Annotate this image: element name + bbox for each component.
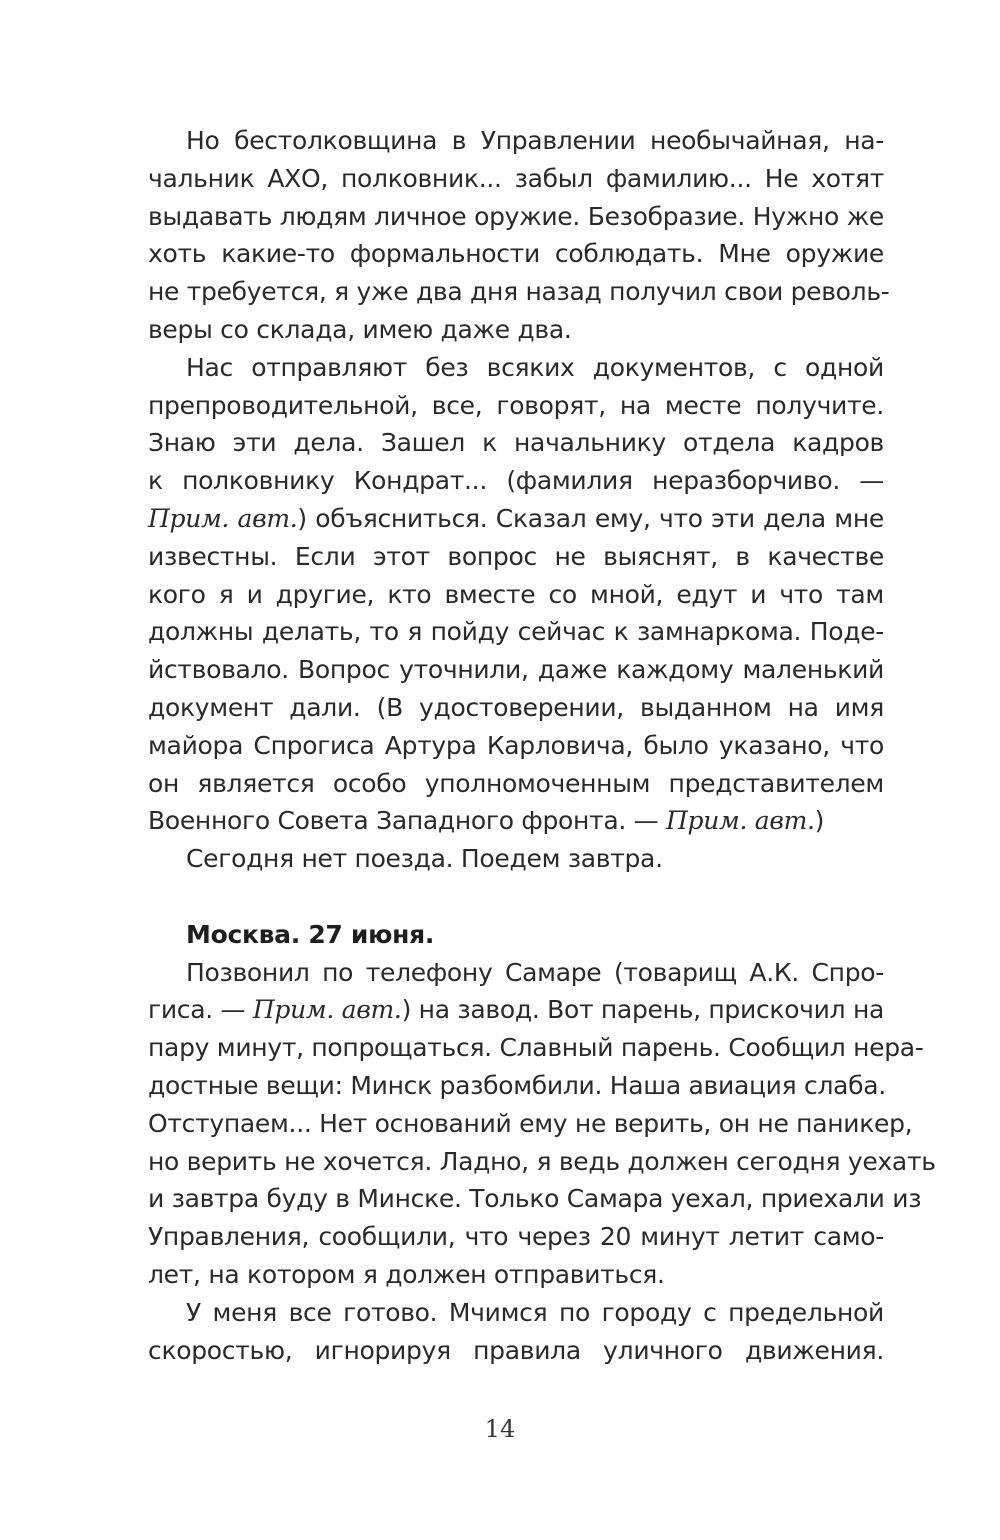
text-line: Но бестолковщина в Управлении необычайная, на- — [186, 126, 884, 155]
text-line: и завтра буду в Минске. Только Самара уехал, приехали из — [148, 1184, 922, 1214]
text-line: к полковнику Кондрат... (фамилия неразборчиво. — — [148, 466, 884, 496]
paragraph — [148, 1294, 884, 1370]
author-note: Прим. авт. — [252, 995, 402, 1025]
text-line: он является особо уполномоченным представителем — [148, 768, 884, 798]
text-line: Нас отправляют без всяких документов, с одной — [186, 352, 884, 382]
text-line: достные вещи: Минск разбомбили. Наша авиация слаба. — [148, 1070, 886, 1100]
text-line: Прим. авт.) объясниться. Сказал ему, что эти дела мне — [148, 503, 884, 533]
text-line: но верить не хочется. Ладно, я ведь должен сегодня уехать — [148, 1146, 936, 1176]
text-line: препроводительной, все, говорят, на месте получите. — [148, 390, 884, 420]
text-line: Военного Совета Западного фронта. — Прим. авт.) — [148, 806, 825, 836]
paragraph — [148, 954, 936, 1294]
text-line: известны. Если этот вопрос не выяснят, в качестве — [148, 541, 884, 571]
page-number: 14 — [484, 1415, 516, 1443]
text-line: лет, на котором я должен отправиться. — [148, 1259, 665, 1289]
text-line: кого я и другие, кто вместе со мной, едут и что там — [148, 579, 884, 609]
text-line: гиса. — Прим. авт.) на завод. Вот парень, прискочил на — [148, 995, 885, 1025]
text-line: У меня все готово. Мчимся по городу с предельной — [186, 1297, 884, 1327]
text-line: майора Спрогиса Артура Карловича, было указано, что — [148, 730, 884, 760]
text-line: выдавать людям личное оружие. Безобразие. Нужно же — [148, 201, 884, 231]
text-line: должны делать, то я пойду сейчас к замнаркома. Поде- — [148, 617, 884, 647]
text-line: Управления, сообщили, что через 20 минут летит само- — [148, 1222, 884, 1252]
text-line: скоростью, игнорируя правила уличного движения. — [148, 1335, 884, 1365]
text-line: документ дали. (В удостоверении, выданном на имя — [148, 692, 884, 722]
paragraph — [148, 122, 890, 349]
paragraph — [148, 840, 884, 878]
text-line: пару минут, попрощаться. Славный парень. Сообщил нера- — [148, 1033, 924, 1063]
text-line: чальник АХО, полковник... забыл фамилию... Не хотят — [148, 163, 884, 193]
text-line: Отступаем... Нет оснований ему не верить, он не паникер, — [148, 1108, 913, 1138]
text-line: Позвонил по телефону Самаре (товарищ А.К. Спро- — [186, 957, 884, 987]
author-note: Прим. авт. — [666, 806, 815, 836]
text-line: не требуется, я уже два дня назад получил свои револь- — [148, 277, 890, 307]
paragraph — [148, 349, 884, 840]
text-line: Сегодня нет поезда. Поедем завтра. — [186, 844, 663, 874]
text-line: Знаю эти дела. Зашел к начальнику отдела кадров — [148, 428, 884, 458]
text-line: йствовало. Вопрос уточнили, даже каждому маленький — [148, 655, 884, 685]
text-line: веры со склада, имею даже два. — [148, 314, 572, 344]
author-note: Прим. авт. — [148, 503, 298, 533]
text-line: хоть какие-то формальности соблюдать. Мне оружие — [148, 239, 884, 269]
section-heading: Москва. 27 июня. — [186, 919, 435, 949]
book-page-text — [148, 122, 936, 1369]
